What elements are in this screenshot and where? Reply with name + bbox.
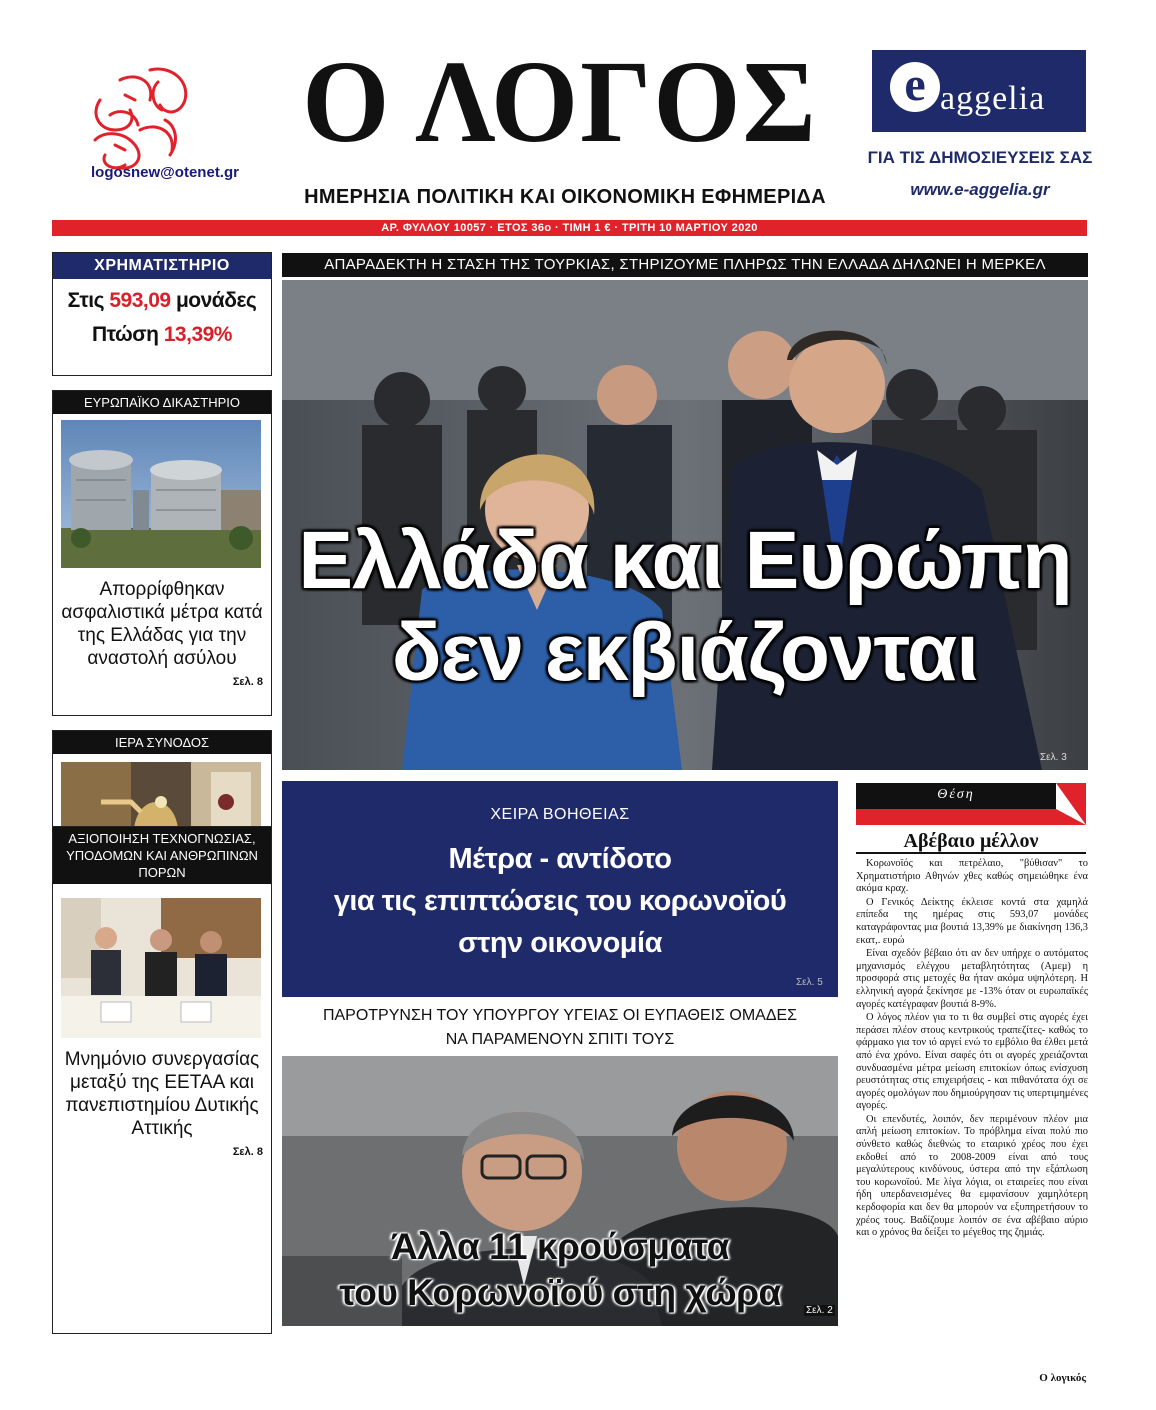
court-building-photo	[61, 420, 263, 568]
stock-index-prefix: Στις	[67, 289, 110, 312]
economy-headline-line-3: στην οικονομία	[458, 927, 662, 959]
opinion-paragraph: Ο λόγος πλέον για το τι θα συμβεί στις αγορές έχει περάσει πλέον στους κεντρικούς τραπεζίτες- καθώς το φάρμακο για τον ιό αργεί ενώ το εμβόλιο θα έλθει μετά από ένα χρόνο. Είναι σαφές ότι οι αγορές χρειάζονται συνδυασμένα μέτρα μείωση επιτοκίων όπως ενίσχυση ρευστότητας στις επιχειρήσεις - και πιθανότατα όχι σε αγορές ομολόγων που δημιούργησαν τις υπερτιμημένες αγορές.	[856, 1012, 1088, 1112]
stock-drop-prefix: Πτώση	[92, 323, 164, 346]
eaggelia-logo-letter: e	[904, 58, 926, 111]
economy-headline-line-1: Μέτρα - αντίδοτο	[448, 843, 672, 875]
court-article-card[interactable]	[52, 390, 272, 716]
court-article-title: Απορρίφθηκαν ασφαλιστικά μέτρα κατά της Ελλάδας για την αναστολή ασύλου	[61, 579, 263, 669]
synod-article-header: ΙΕΡΑ ΣΥΝΟΔΟΣ	[53, 731, 271, 754]
health-headline-line-1: Άλλα 11 κρούσματα	[391, 1226, 729, 1267]
eaggelia-logo-word: aggelia	[940, 80, 1046, 117]
tech-article-header: ΑΞΙΟΠΟΙΗΣΗ ΤΕΧΝΟΓΝΩΣΙΑΣ, ΥΠΟΔΟΜΩΝ ΚΑΙ ΑΝΘΡΩΠΙΝΩΝ ΠΟΡΩΝ	[53, 827, 271, 884]
opinion-paragraph: Ο Γενικός Δείκτης έκλεισε κοντά στα χαμηλά επίπεδα της ημέρας στις 593,07 μονάδες καταγράφοντας μια βουτιά 13,39% με διακίνηση 136,3 εκατ,. ευρώ	[856, 896, 1088, 946]
signing-ceremony-photo	[61, 898, 263, 1038]
opinion-signature: Ο λογικός	[1039, 1372, 1086, 1384]
newspaper-subtitle: ΗΜΕΡΗΣΙΑ ΠΟΛΙΤΙΚΗ ΚΑΙ ΟΙΚΟΝΟΜΙΚΗ ΕΦΗΜΕΡΙΔΑ	[304, 186, 826, 208]
health-story-kicker	[282, 1004, 838, 1052]
tech-article-title: Μνημόνιο συνεργασίας μεταξύ της ΕΕΤΑΑ και πανεπιστημίου Δυτικής Αττικής	[64, 1049, 260, 1139]
economy-measures-headline	[282, 838, 838, 964]
stock-index-suffix: μονάδες	[170, 289, 257, 312]
health-story-page-ref: Σελ. 2	[806, 1305, 833, 1316]
opinion-paragraph: Κορωνοϊός και πετρέλαιο, "βύθισαν" το Χρηματιστήριο Αθηνών χθες καθώς σημειώθηκε ένα ακόμα κραχ.	[856, 858, 1088, 895]
lead-headline-line-1: Ελλάδα και Ευρώπη	[298, 515, 1072, 606]
health-story-headline	[282, 1224, 838, 1316]
stock-drop-value: 13,39%	[163, 323, 232, 346]
tech-article-page-ref: Σελ. 8	[232, 1146, 263, 1158]
health-kicker-line-2: ΝΑ ΠΑΡΑΜΕΝΟΥΝ ΣΠΙΤΙ ΤΟΥΣ	[445, 1031, 675, 1048]
stock-market-box[interactable]	[52, 252, 272, 376]
newspaper-title: Ο ΛΟΓΟΣ	[302, 36, 818, 168]
court-article-header: ΕΥΡΩΠΑΪΚΟ ΔΙΚΑΣΤΗΡΙΟ	[53, 391, 271, 414]
health-headline-line-2: του Κορωνοϊού στη χώρα	[339, 1272, 781, 1313]
economy-headline-line-2: για τις επιπτώσεις του κορωνοϊού	[333, 885, 787, 917]
opinion-paragraph: Είναι σχεδόν βέβαιο ότι αν δεν υπήρχε ο αυτόματος μηχανισμός ελέγχου μεταβλητότητας (Αμεμ) η προσφορά στις μετοχές θα ήταν ακόμα υψηλότερη. Η ελληνική αγορά ξεκίνησε με -13% όταν οι ευρωπαϊκές αγορές κατέγραφαν βουτιά 8-9%.	[856, 948, 1088, 1010]
tech-article-card[interactable]	[52, 826, 272, 1334]
opinion-body	[856, 858, 1088, 1241]
health-kicker-line-1: ΠΑΡΟΤΡΥΝΣΗ ΤΟΥ ΥΠΟΥΡΓΟΥ ΥΓΕΙΑΣ ΟΙ ΕΥΠΑΘΕΙΣ ΟΜΑΔΕΣ	[322, 1007, 798, 1024]
lead-story-page-ref: Σελ. 3	[1040, 752, 1067, 763]
stock-index-line	[53, 289, 271, 313]
stock-drop-line	[53, 323, 271, 347]
lead-story-kicker: ΑΠΑΡΑΔΕΚΤΗ Η ΣΤΑΣΗ ΤΗΣ ΤΟΥΡΚΙΑΣ, ΣΤΗΡΙΖΟΥΜΕ ΠΛΗΡΩΣ ΤΗΝ ΕΛΛΑΔΑ ΔΗΛΩΝΕΙ Η ΜΕΡΚΕΛ	[282, 253, 1088, 277]
opinion-paragraph: Οι επενδυτές, λοιπόν, δεν περιμένουν πλέον μια απλή μείωση επιτοκίων. Το πρόβλημα είναι πολύ πιο σύνθετο καθώς διεθνώς το εταιρικό χρέος που έχει εκδοθεί από το 2008-2009 είναι από τους μεγαλύτερους κινδύνους, ύστερα από την εξάπλωση του κορωνοϊού. Με λίγα λόγια, οι εταιρείες που είναι ήδη υπερδανεισμένες θα εμφανίσουν χαμηλότερη κερδοφορία και δεν θα μπορούν να εξυπηρετήσουν το χρέος τους. Βαδίζουμε λοιπόν σε ένα αβέβαιο αύριο και ο χρόνος θα δείξει το μέγεθος της ζημιάς.	[856, 1113, 1088, 1239]
stock-market-header: ΧΡΗΜΑΤΙΣΤΗΡΙΟ	[53, 253, 271, 279]
eaggelia-tagline: ΓΙΑ ΤΙΣ ΔΗΜΟΣΙΕΥΣΕΙΣ ΣΑΣ	[867, 148, 1093, 167]
lead-headline-line-2: δεν εκβιάζονται	[391, 607, 979, 698]
eaggelia-url-link[interactable]: www.e-aggelia.gr	[910, 180, 1050, 199]
stock-index-value: 593,09	[109, 289, 171, 312]
contact-email[interactable]: logosnew@otenet.gr	[91, 164, 239, 181]
court-article-page-ref: Σελ. 8	[232, 676, 263, 688]
opinion-title: Αβέβαιο μέλλον	[903, 830, 1039, 852]
economy-measures-kicker: ΧΕΙΡΑ ΒΟΗΘΕΙΑΣ	[490, 806, 630, 823]
newspaper-logo-illustration	[80, 60, 200, 175]
lead-story-headline	[282, 515, 1088, 699]
issue-info-text: ΑΡ. ΦΥΛΛΟΥ 10057 · ΕΤΟΣ 36ο · ΤΙΜΗ 1 € · ΤΡΙΤΗ 10 ΜΑΡΤΙΟΥ 2020	[381, 222, 758, 234]
opinion-section-label: Θέση	[937, 787, 975, 802]
economy-measures-page-ref: Σελ. 5	[796, 977, 823, 988]
opinion-title-rule	[856, 852, 1086, 854]
